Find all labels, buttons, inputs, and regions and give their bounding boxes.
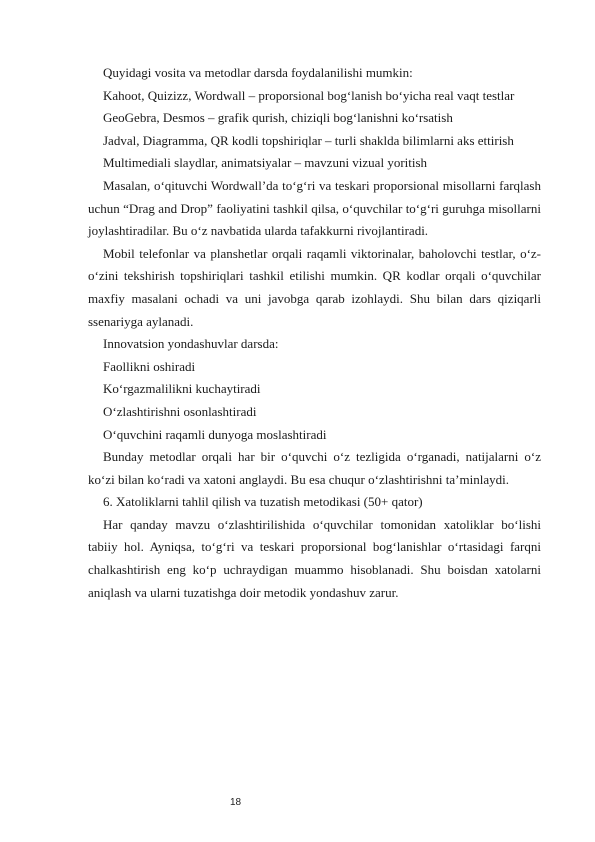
paragraph-wordwall-example: Masalan, o‘qituvchi Wordwall’da to‘g‘ri va teskari proporsional misollarni farqlash uchun “Drag and Drop” faoliyatini tashkil qilsa, o‘quvchilar to‘g‘ri guruhga misollarni joylashtiradilar. Bu o‘z navbatida ularda tafakkurni rivojlantiradi. <box>88 177 541 239</box>
document-body <box>88 62 541 604</box>
paragraph-methods-result: Bunday metodlar orqali har bir o‘quvchi o‘z tezligida o‘rganadi, natijalarni o‘z ko‘zi bilan ko‘radi va xatoni anglaydi. Bu esa chuqur o‘zlashtirishni ta’minlaydi. <box>88 449 541 487</box>
paragraph-jadval: Jadval, Diagramma, QR kodli topshiriqlar – turli shaklda bilimlarni aks ettirish <box>103 132 514 148</box>
paragraph-errors: Har qanday mavzu o‘zlashtirilishida o‘quvchilar tomonidan xatoliklar bo‘lishi tabiiy hol. Ayniqsa, to‘g‘ri va teskari proporsional bog‘lanishlar o‘rtasidagi farqni chalkashtirish eng ko‘p uchraydigan muammo hisoblanadi. Shu boisdan xatolarni aniqlash va ularni tuzatishga doir metodik yondashuv zarur. <box>88 516 541 600</box>
list-item-digital: O‘quvchini raqamli dunyoga moslashtiradi <box>103 426 327 442</box>
list-item-visibility: Ko‘rgazmalilikni kuchaytiradi <box>103 381 261 397</box>
paragraph-multimedia: Multimediali slaydlar, animatsiyalar – mavzuni vizual yoritish <box>103 155 428 171</box>
page-number: 18 <box>230 797 242 808</box>
list-item-learning: O‘zlashtirishni osonlashtiradi <box>103 403 257 419</box>
section-heading-errors: 6. Xatoliklarni tahlil qilish va tuzatish metodikasi (50+ qator) <box>103 494 423 510</box>
paragraph-innovative-intro: Innovatsion yondashuvlar darsda: <box>103 336 279 352</box>
paragraph-tools-intro: Quyidagi vosita va metodlar darsda foydalanilishi mumkin: <box>103 65 413 80</box>
paragraph-geogebra: GeoGebra, Desmos – grafik qurish, chiziqli bog‘lanishni ko‘rsatish <box>103 110 453 126</box>
list-item-activity: Faollikni oshiradi <box>103 358 196 374</box>
paragraph-kahoot: Kahoot, Quizizz, Wordwall – proporsional bog‘lanish bo‘yicha real vaqt testlar <box>103 87 515 103</box>
paragraph-mobile: Mobil telefonlar va planshetlar orqali raqamli viktorinalar, baholovchi testlar, o‘z-o‘zini tekshirish topshiriqlari tashkil etilishi mumkin. QR kodlar orqali o‘quvchilar maxfiy masalani ochadi va uni javobga qarab izohlaydi. Shu bilan dars qiziqarli ssenariyga aylanadi. <box>88 245 541 329</box>
